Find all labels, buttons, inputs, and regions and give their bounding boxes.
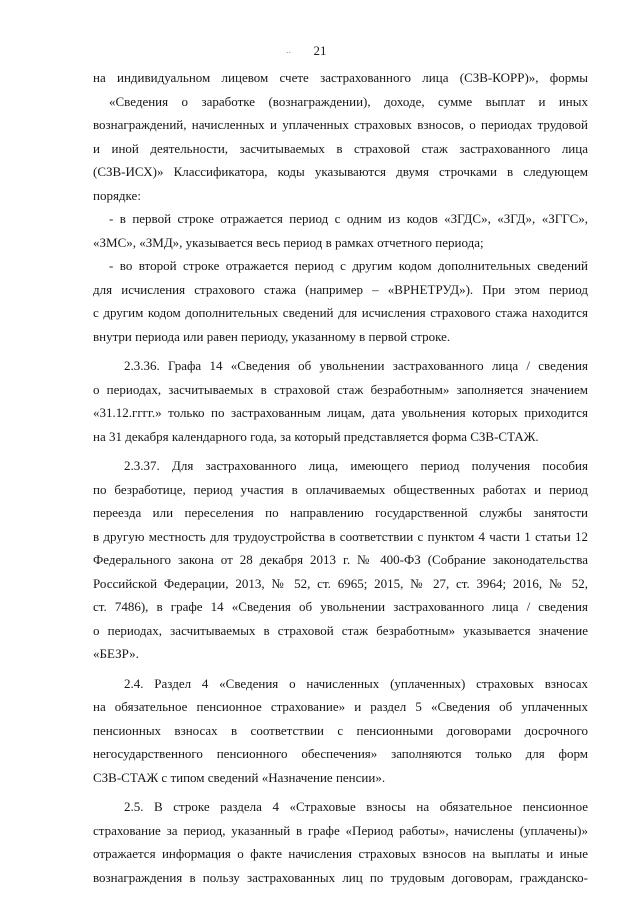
text-line: - в первой строке отражается период с одним из кодов «ЗГДС», «ЗГД», «ЗГГС», bbox=[109, 211, 588, 226]
text-line: вознаграждений, начисленных и уплаченных страховых взносов, о периодах трудовой bbox=[93, 117, 588, 132]
text-line: «31.12.гггг.» только по застрахованным лицам, дата увольнения которых приходится bbox=[93, 405, 588, 420]
text-line: «Сведения о заработке (вознаграждении), доходе, сумме выплат и иных bbox=[109, 93, 588, 109]
text-line: негосударственного пенсионного обеспечения» заполняются только для форм bbox=[93, 746, 588, 761]
text-line: на индивидуальном лицевом счете застрахованного лица (СЗВ-КОРР)», формы bbox=[93, 70, 588, 85]
text-line: 2.4. Раздел 4 «Сведения о начисленных (уплаченных) страховых взносах bbox=[124, 675, 588, 691]
text-line: страхование за период, указанный в графе «Период работы», начислены (уплачены)» bbox=[93, 822, 588, 838]
scan-mark: .. bbox=[286, 46, 292, 55]
text-line: 2.5. В строке раздела 4 «Страховые взносы на обязательное пенсионное bbox=[124, 799, 588, 814]
text-line: Российской Федерации, 2013, № 52, ст. 6965; 2015, № 27, ст. 3964; 2016, № 52, bbox=[93, 575, 588, 591]
text-line: на 31 декабря календарного года, за который представляется форма СЗВ-СТАЖ. bbox=[93, 428, 539, 444]
page-number: 21 bbox=[313, 43, 327, 58]
text-line: 2.3.37. Для застрахованного лица, имеющего период получения пособия bbox=[124, 458, 588, 473]
text-line: СЗВ-СТАЖ с типом сведений «Назначение пенсии». bbox=[93, 769, 386, 785]
text-line: по безработице, период участия в оплачиваемых общественных работах и период bbox=[93, 481, 588, 497]
text-line: для исчисления страхового стажа (например – «ВРНЕТРУД»). При этом период bbox=[93, 281, 588, 297]
text-line: Федерального закона от 28 декабря 2013 г. № 400-ФЗ (Собрание законодательства bbox=[93, 552, 588, 567]
document-body bbox=[93, 66, 588, 889]
text-line: и иной деятельности, засчитываемых в страховой стаж застрахованного лица bbox=[93, 140, 588, 156]
text-line: 2.3.36. Графа 14 «Сведения об увольнении застрахованного лица / сведения bbox=[124, 358, 588, 373]
text-line: внутри периода или равен периоду, указанному в первой строке. bbox=[93, 328, 451, 344]
text-line: (СЗВ-ИСХ)» Классификатора, коды указываются двумя строчками в следующем bbox=[93, 164, 588, 179]
text-line: порядке: bbox=[93, 187, 141, 203]
text-line: в другую местность для трудоустройства в соответствии с пунктом 4 части 1 статьи 12 bbox=[93, 528, 588, 544]
text-line: с другим кодом дополнительных сведений для исчисления страхового стажа находится bbox=[93, 305, 588, 320]
text-line: «БЕЗР». bbox=[93, 646, 139, 661]
text-line: пенсионных взносах в соответствии с пенсионными договорами досрочного bbox=[93, 722, 588, 738]
text-line: отражается информация о факте начисления страховых взносов на выплаты и иные bbox=[93, 846, 588, 861]
text-line: о периодах, засчитываемых в страховой стаж безработным» указывается значение bbox=[93, 622, 588, 638]
text-line: вознаграждения в пользу застрахованных лиц по трудовым договорам, гражданско- bbox=[93, 869, 588, 885]
text-line: переезда или переселения по направлению государственной службы занятости bbox=[93, 505, 588, 520]
text-line: на обязательное пенсионное страхование» и раздел 5 «Сведения об уплаченных bbox=[93, 699, 588, 714]
text-line: - во второй строке отражается период с другим кодом дополнительных сведений bbox=[109, 258, 588, 273]
text-line: «ЗМС», «ЗМД», указывается весь период в рамках отчетного периода; bbox=[93, 234, 484, 250]
text-line: о периодах, засчитываемых в страховой стаж безработным» заполняется значением bbox=[93, 381, 588, 397]
text-line: ст. 7486), в графе 14 «Сведения об увольнении застрахованного лица / сведения bbox=[93, 599, 588, 614]
